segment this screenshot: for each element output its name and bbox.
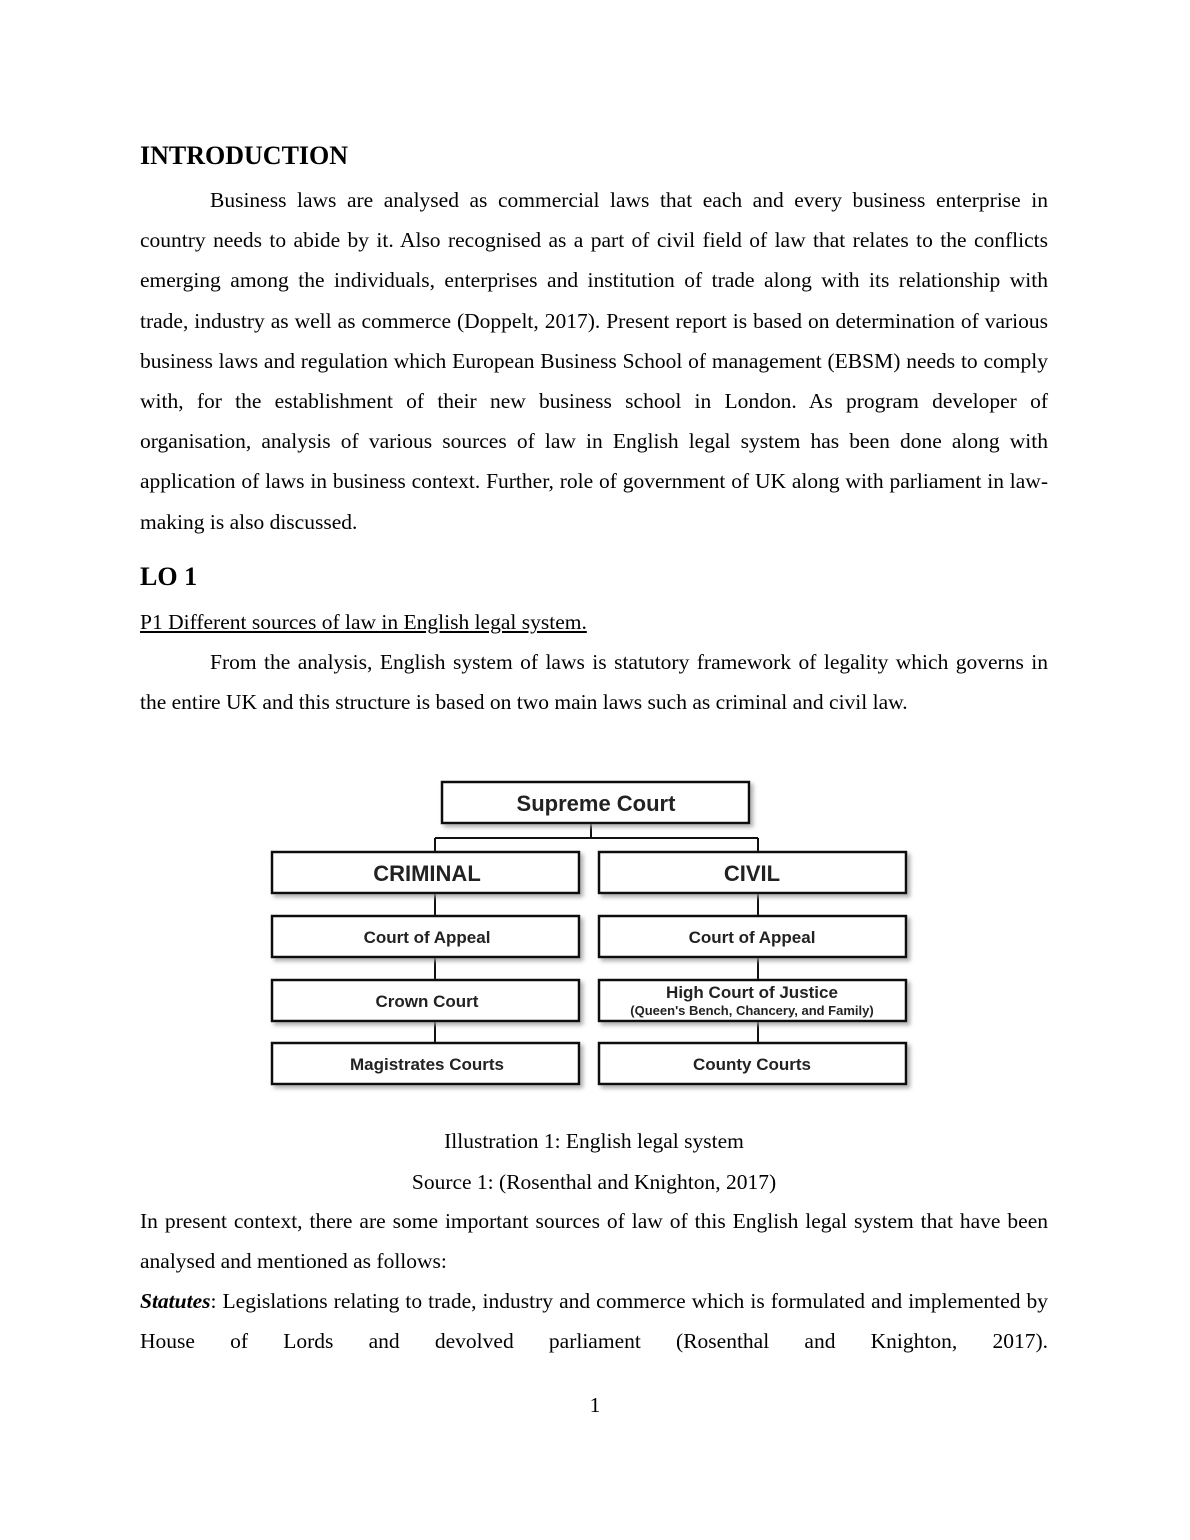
introduction-heading: INTRODUCTION bbox=[140, 141, 349, 170]
statutes-paragraph bbox=[140, 1281, 1048, 1361]
criminal-court-of-appeal: Court of Appeal bbox=[363, 928, 491, 947]
county-courts: County Courts bbox=[692, 1055, 812, 1074]
lo1-heading: LO 1 bbox=[140, 562, 198, 591]
figure-caption: Illustration 1: English legal system bbox=[444, 1129, 744, 1153]
high-court-of-justice: High Court of Justice bbox=[666, 983, 838, 1002]
criminal-column bbox=[272, 852, 579, 1084]
page-number: 1 bbox=[589, 1393, 601, 1417]
supreme-court-box bbox=[442, 782, 749, 823]
supreme-court-label: Supreme Court bbox=[516, 791, 676, 816]
civil-court-of-appeal: Court of Appeal bbox=[688, 928, 816, 947]
court-hierarchy-diagram bbox=[262, 772, 922, 1096]
context-paragraph: In present context, there are some important sources of law of this English legal system that have been analysed and mentioned as follows: bbox=[140, 1209, 1048, 1274]
magistrates-courts: Magistrates Courts bbox=[350, 1055, 504, 1074]
high-court-divisions-note: (Queen's Bench, Chancery, and Family) bbox=[630, 1003, 874, 1018]
crown-court: Crown Court bbox=[375, 992, 479, 1011]
civil-title: CIVIL bbox=[723, 861, 781, 886]
figure-source: Source 1: (Rosenthal and Knighton, 2017) bbox=[411, 1170, 777, 1194]
criminal-title: CRIMINAL bbox=[373, 861, 481, 886]
lo1-paragraph: From the analysis, English system of laws is statutory framework of legality which governs in the entire UK and this structure is based on two main laws such as criminal and civil law. bbox=[140, 650, 1048, 715]
introduction-paragraph: Business laws are analysed as commercial laws that each and every business enterprise in country needs to abide by it. Also recognised as a part of civil field of law that relates to the conflicts emerging among the individuals, enterprises and institution of trade along with its relationship with trade, industry as well as commerce (Doppelt, 2017). Present report is based on determination of various business laws and regulation which European Business School of management (EBSM) needs to comply with, for the establishment of their new business school in London. As program developer of organisation, analysis of various sources of law in English legal system has been done along with application of laws in business context. Further, role of government of UK along with parliament in law-making is also discussed. bbox=[140, 188, 1048, 534]
civil-column bbox=[599, 852, 906, 1084]
p1-subheading: P1 Different sources of law in English legal system. bbox=[140, 610, 587, 634]
statutes-term: Statutes bbox=[140, 1289, 211, 1313]
statutes-text: : Legislations relating to trade, industry and commerce which is formulated and implemented by House of Lords and devolved parliament (Rosenthal and Knighton, 2017). bbox=[140, 1289, 1048, 1354]
